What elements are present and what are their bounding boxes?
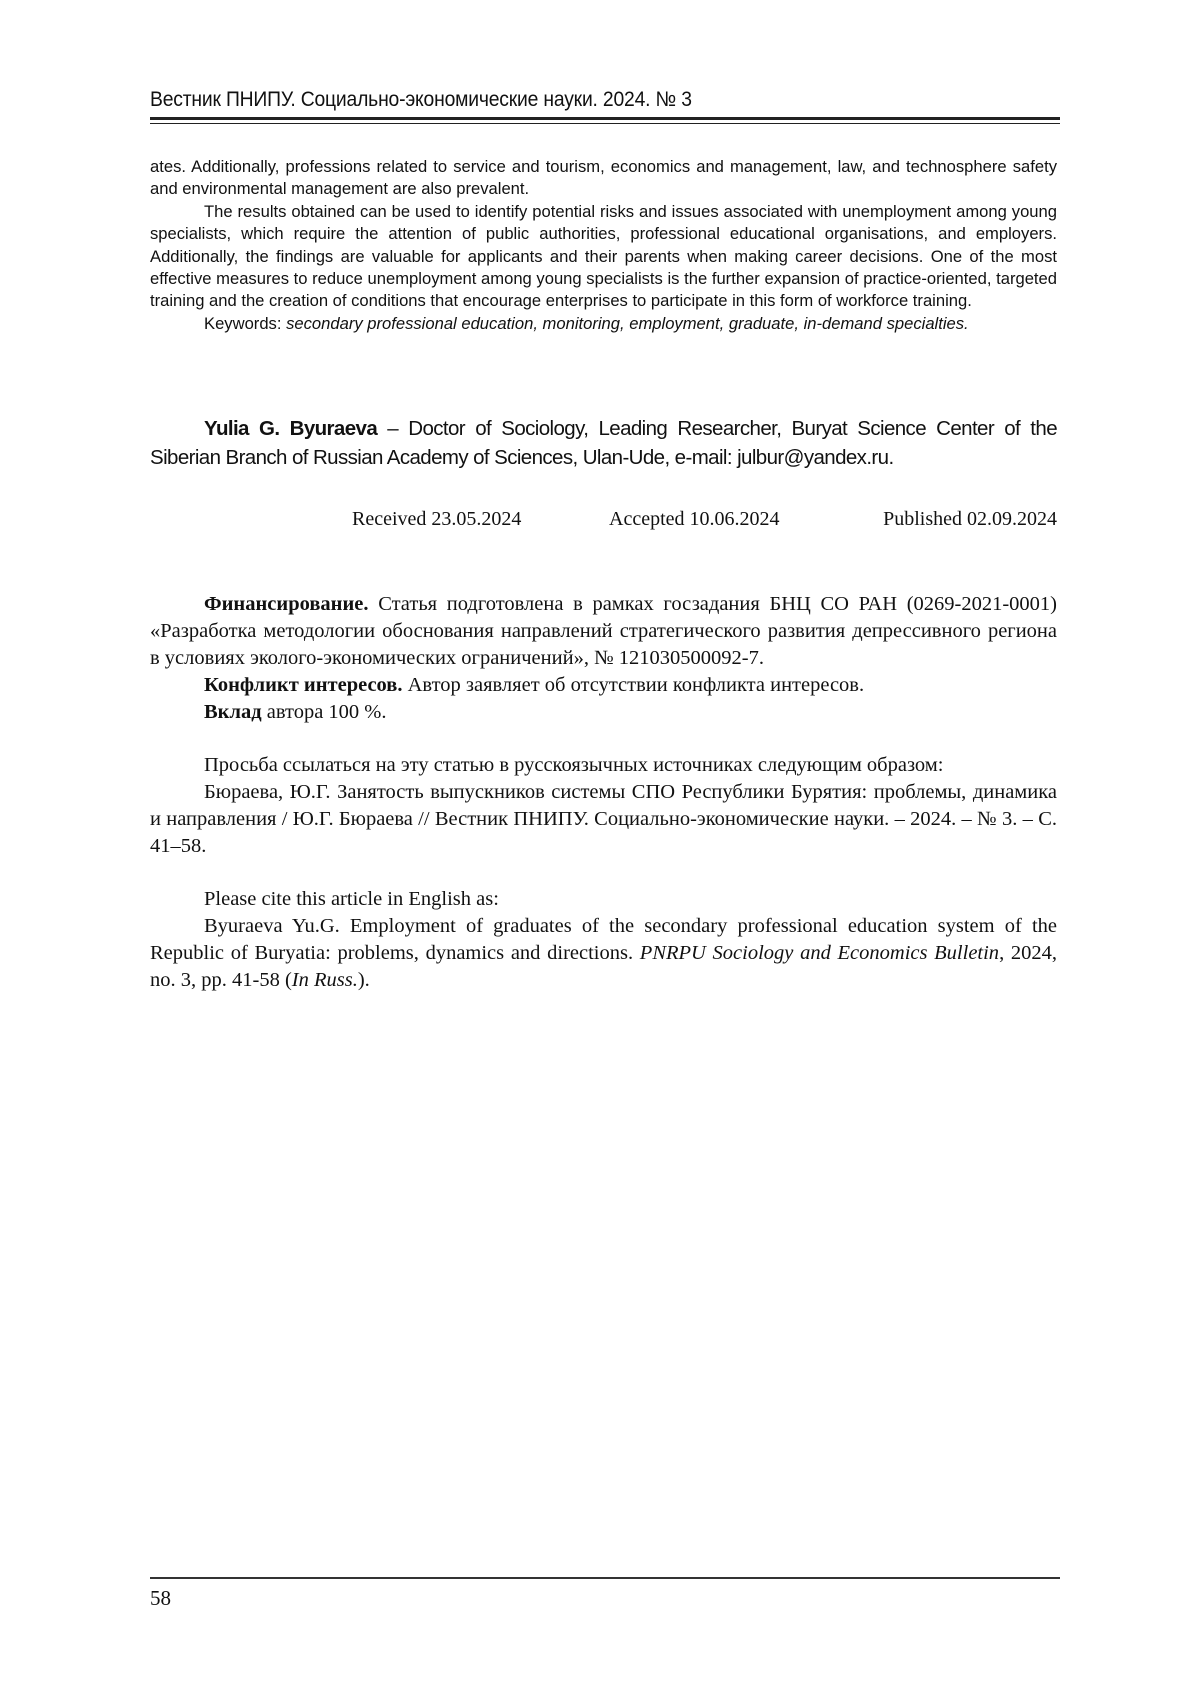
abstract-paragraph-1: ates. Additionally, professions related to service and tourism, economics and management, law, and technosphere safety and environmental management are also prevalent. [150, 156, 1057, 201]
funding-text: Статья подготовлена в рамках госзадания БНЦ СО РАН (0269-2021-0001) «Разработка методологии обоснования направлений стратегического развития депрессивного региона в условиях эколого-экономических ограничений», № 121030500092-7. [150, 593, 1057, 669]
date-received: Received 23.05.2024 [352, 508, 521, 531]
date-published: Published 02.09.2024 [883, 508, 1057, 531]
article-dates [150, 508, 1057, 534]
contribution-label: Вклад [204, 701, 262, 723]
author-name: Yulia G. Byuraeva [204, 417, 377, 440]
funding-paragraph [150, 591, 1057, 672]
footer-rule [150, 1577, 1060, 1579]
abstract-paragraph-2: The results obtained can be used to identify potential risks and issues associated with unemployment among young specialists, which require the attention of public authorities, professional educational organisations, and employers. Additionally, the findings are valuable for applicants and their parents when making career decisions. One of the most effective measures to reduce unemployment among young specialists is the further expansion of practice-oriented, targeted training and the creation of conditions that encourage enterprises to participate in this form of workforce training. [150, 201, 1057, 313]
citation-ru-reference: Бюраева, Ю.Г. Занятость выпускников системы СПО Республики Бурятия: проблемы, динамика и направления / Ю.Г. Бюраева // Вестник ПНИПУ. Социально-экономические науки. – 2024. – № 3. – С. 41–58. [150, 779, 1057, 860]
citation-ru-section [150, 752, 1057, 860]
page-number: 58 [150, 1586, 171, 1611]
conflict-text: Автор заявляет об отсутствии конфликта интересов. [408, 674, 865, 696]
citation-en-journal: PNRPU Sociology and Economics Bulletin [640, 942, 999, 964]
author-info [150, 414, 1057, 472]
header-rule-thin [150, 123, 1060, 124]
citation-en-reference [150, 913, 1057, 994]
citation-en-lang: In Russ. [292, 969, 358, 991]
citation-en-start: Byuraeva Yu.G. Employment of graduates of the secondary professional education system of the Republic of Buryatia: problems, dynamics and directions. [150, 915, 1057, 964]
author-details: – Doctor of Sociology, Leading Researcher, Buryat Science Center of the Siberian Branch of Russian Academy of Sciences, Ulan-Ude, e-mail: julbur@yandex.ru. [150, 417, 1057, 469]
running-header: Вестник ПНИПУ. Социально-экономические науки. 2024. № 3 [150, 88, 1057, 112]
keywords-list: secondary professional education, monitoring, employment, graduate, in-demand specialties. [286, 314, 969, 333]
contribution-paragraph [150, 699, 1057, 726]
abstract-section [150, 156, 1057, 335]
funding-label: Финансирование. [204, 593, 369, 615]
citation-en-mid: , 2024, no. 3, pp. 41-58 ( [150, 942, 1057, 991]
citation-en-intro: Please cite this article in English as: [150, 886, 1057, 913]
citation-en-end: ). [358, 969, 370, 991]
date-accepted: Accepted 10.06.2024 [609, 508, 780, 531]
keywords-label: Keywords: [204, 314, 281, 333]
funding-section [150, 591, 1057, 726]
header-rule-thick [150, 117, 1060, 120]
conflict-paragraph [150, 672, 1057, 699]
citation-en-section [150, 886, 1057, 994]
keywords-line [150, 313, 1057, 335]
conflict-label: Конфликт интересов. [204, 674, 402, 696]
contribution-text: автора 100 %. [267, 701, 387, 723]
citation-ru-intro: Просьба ссылаться на эту статью в русскоязычных источниках следующим образом: [150, 752, 1057, 779]
